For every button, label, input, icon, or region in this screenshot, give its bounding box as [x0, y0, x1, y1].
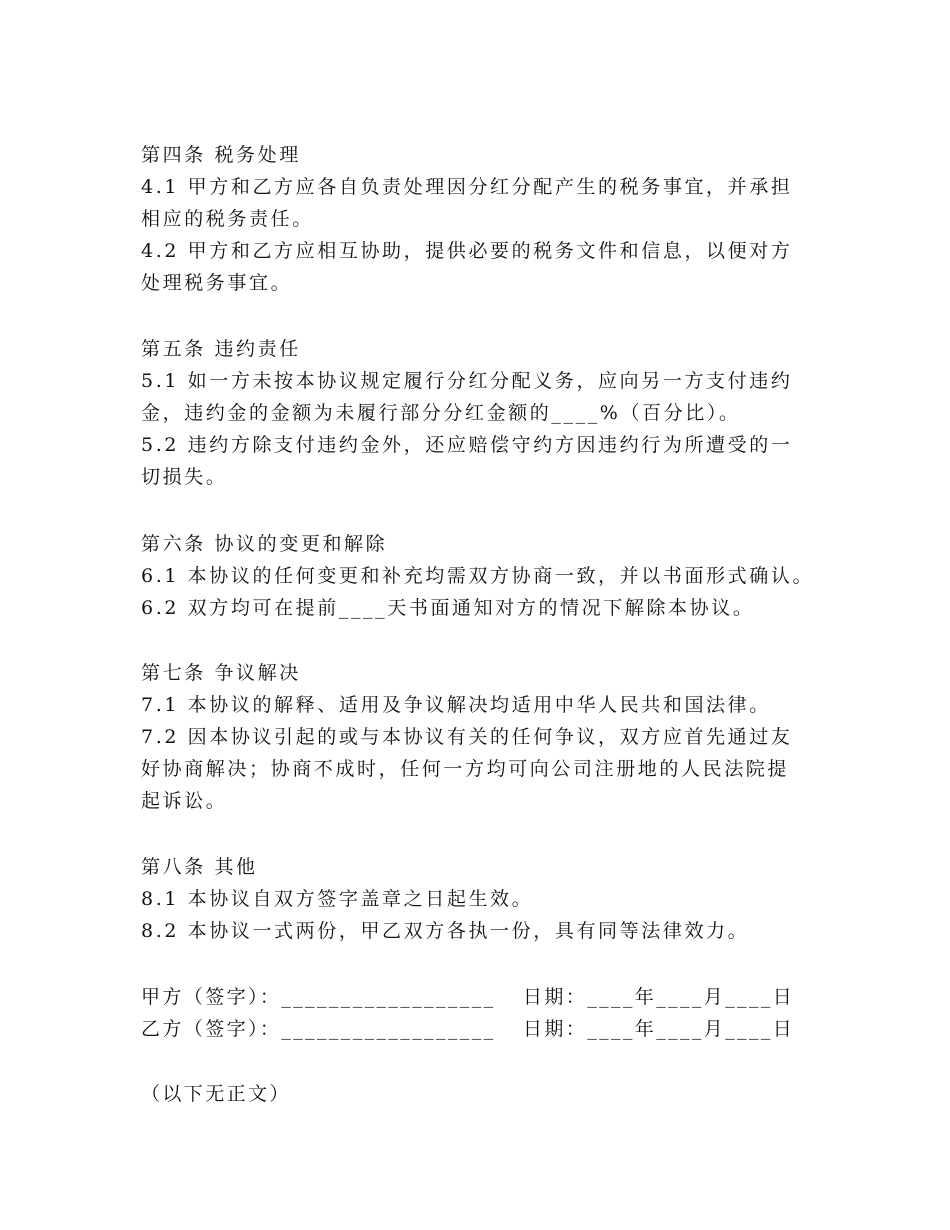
signature-field-party-a: 甲方（签字）：__________________	[141, 986, 496, 1008]
clause-line: 6.1 本协议的任何变更和补充均需双方协商一致，并以书面形式确认。	[141, 565, 815, 587]
date-field-party-a: 日期：____年____月____日	[523, 986, 795, 1008]
clause-line: 金，违约金的金额为未履行部分分红金额的____%（百分比）。	[141, 402, 741, 424]
signature-row-party-b	[141, 1013, 841, 1045]
section-8	[141, 851, 841, 947]
section-7	[141, 657, 841, 817]
clause-line: 5.1 如一方未按本协议规定履行分红分配义务，应向另一方支付违约	[141, 370, 793, 392]
clause-line: 4.2 甲方和乙方应相互协助，提供必要的税务文件和信息，以便对方	[141, 240, 793, 262]
section-5	[141, 333, 841, 493]
clause-line: 6.2 双方均可在提前____天书面通知对方的情况下解除本协议。	[141, 597, 755, 619]
clause-line: 相应的税务责任。	[141, 208, 314, 230]
section-6	[141, 528, 841, 624]
clause-line: 5.2 违约方除支付违约金外，还应赔偿守约方因违约行为所遭受的一	[141, 434, 793, 456]
signature-field-party-b: 乙方（签字）：__________________	[141, 1018, 496, 1040]
end-of-text-note: （以下无正文）	[141, 1083, 291, 1105]
clause-line: 8.2 本协议一式两份，甲乙双方各执一份，具有同等法律效力。	[141, 920, 750, 942]
section-4	[141, 139, 841, 299]
section-heading: 第六条 协议的变更和解除	[141, 533, 388, 555]
clause-line: 好协商解决；协商不成时，任何一方均可向公司注册地的人民法院提	[141, 758, 790, 780]
clause-line: 4.1 甲方和乙方应各自负责处理因分红分配产生的税务事宜，并承担	[141, 176, 793, 198]
date-field-party-b: 日期：____年____月____日	[523, 1018, 795, 1040]
section-heading: 第七条 争议解决	[141, 662, 301, 684]
clause-line: 起诉讼。	[141, 790, 228, 812]
clause-line: 7.2 因本协议引起的或与本协议有关的任何争议，双方应首先通过友	[141, 726, 793, 748]
signature-row-party-a	[141, 981, 841, 1013]
section-heading: 第八条 其他	[141, 856, 258, 878]
section-heading: 第四条 税务处理	[141, 144, 301, 166]
clause-line: 处理税务事宜。	[141, 272, 293, 294]
section-heading: 第五条 违约责任	[141, 338, 301, 360]
clause-line: 切损失。	[141, 466, 228, 488]
clause-line: 7.1 本协议的解释、适用及争议解决均适用中华人民共和国法律。	[141, 694, 771, 716]
clause-line: 8.1 本协议自双方签字盖章之日起生效。	[141, 888, 534, 910]
